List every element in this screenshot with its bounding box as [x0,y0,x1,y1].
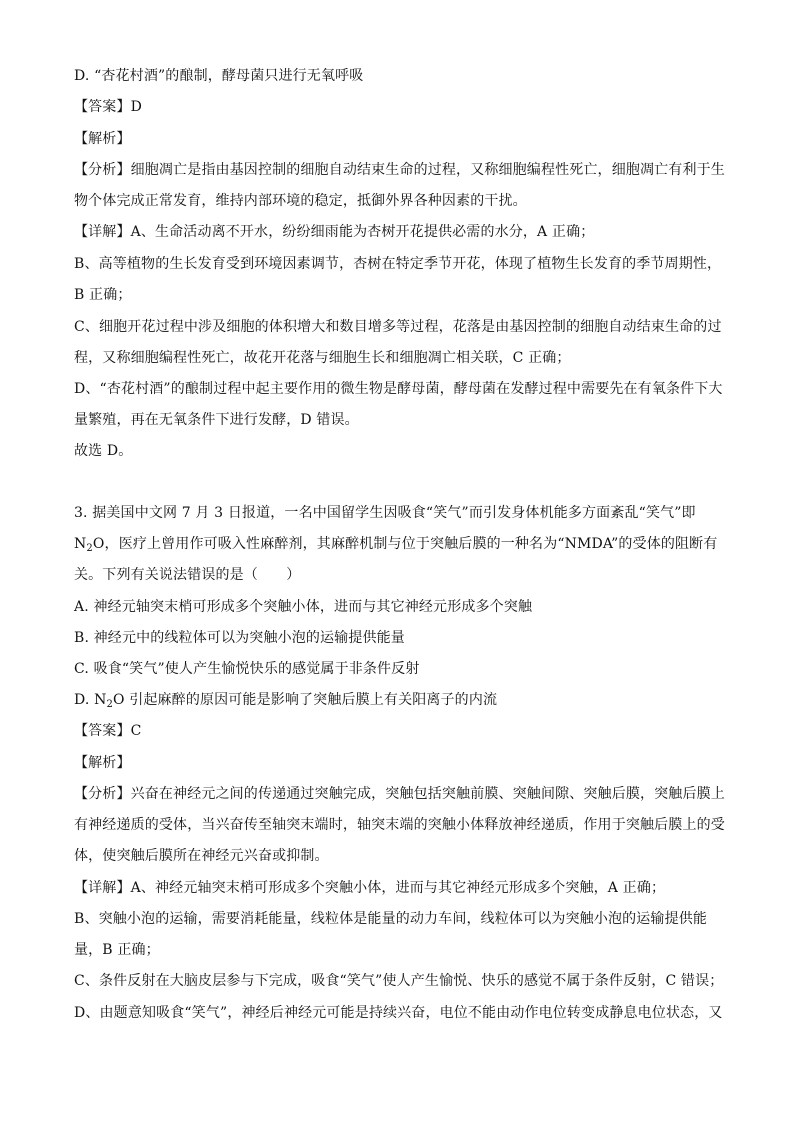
formula-n: N [74,536,87,552]
q2-detail-line-2: B、高等植物的生长发育受到环境因素调节，杏树在特定季节开花，体现了植物生长发育的季节周期性， [74,256,722,272]
q3-detail-line-1: 【详解】A、神经元轴突末梢可形成多个突触小体，进而与其它神经元形成多个突触，A 正确； [74,880,666,896]
q3-answer: 【答案】C [74,723,142,739]
q3-stem-line-3: 关。下列有关说法错误的是（ ） [74,567,301,583]
q2-analysis-line-1: 【分析】细胞凋亡是指由基因控制的细胞自动结束生命的过程，又称细胞编程性死亡，细胞凋亡有利于生 [74,162,725,178]
q3-option-b: B. 神经元中的线粒体可以为突触小泡的运输提供能量 [74,630,405,646]
q2-option-d: D. “杏花村酒”的酿制，酵母菌只进行无氧呼吸 [74,68,364,84]
q2-analysis-line-2: 物个体完成正常发育，维持内部环境的稳定，抵御外界各种因素的干扰。 [74,193,527,209]
q2-detail-line-5: 程，又称细胞编程性死亡，故花开花落与细胞生长和细胞凋亡相关联，C 正确； [74,350,571,366]
q2-detail-line-3: B 正确； [74,287,132,303]
q3-option-d-text: O 引起麻醉的原因可能是影响了突触后膜上有关阳离子的内流 [113,692,498,708]
q3-option-d-prefix: D. N [74,692,107,708]
q3-detail-line-5: D、由题意知吸食“笑气”，神经后神经元可能是持续兴奋，电位不能由动作电位转变成静息电位状态，又 [74,1005,723,1021]
q2-detail-line-7: 量繁殖，再在无氧条件下进行发酵，D 错误。 [74,412,359,428]
q3-option-c: C. 吸食“笑气”使人产生愉悦快乐的感觉属于非条件反射 [74,661,420,677]
q3-detail-line-4: C、条件反射在大脑皮层参与下完成，吸食“笑气”使人产生愉悦、快乐的感觉不属于条件反射，C 错误； [74,973,724,989]
q3-analysis-line-3: 体，使突触后膜所在神经元兴奋或抑制。 [74,848,329,864]
q3-option-d [74,690,724,715]
q3-analysis-line-2: 有神经递质的受体，当兴奋传至轴突末端时，轴突末端的突触小体释放神经递质，作用于突触后膜上的受 [74,817,725,833]
q3-stem-line-1: 3. 据美国中文网 7 月 3 日报道，一名中国留学生因吸食“笑气”而引发身体机能多方面紊乱“笑气”即 [74,505,696,521]
q3-stem-line-2 [74,534,724,559]
q2-analysis-heading: 【解析】 [74,131,131,147]
q3-analysis-heading: 【解析】 [74,755,131,771]
q2-detail-line-1: 【详解】A、生命活动离不开水，纷纷细雨能为杏树开花提供必需的水分，A 正确； [74,224,595,240]
q3-stem-line-2-text: O，医疗上曾用作可吸入性麻醉剂，其麻醉机制与位于突触后膜的一种名为“NMDA”的受体的阻断有 [92,536,718,552]
q3-detail-line-2: B、突触小泡的运输，需要消耗能量，线粒体是能量的动力车间，线粒体可以为突触小泡的运输提供能 [74,911,708,927]
q2-detail-line-4: C、细胞开花过程中涉及细胞的体积增大和数目增多等过程，花落是由基因控制的细胞自动结束生命的过 [74,319,722,335]
q3-option-a: A. 神经元轴突末梢可形成多个突触小体，进而与其它神经元形成多个突触 [74,599,533,615]
q3-detail-line-3: 量，B 正确； [74,942,160,958]
q2-conclusion: 故选 D。 [74,443,133,459]
q2-answer: 【答案】D [74,99,142,115]
q3-analysis-line-1: 【分析】兴奋在神经元之间的传递通过突触完成，突触包括突触前膜、突触间隙、突触后膜，突触后膜上 [74,786,725,802]
formula-subscript: 2 [86,543,93,554]
formula-subscript: 2 [106,699,113,710]
q2-detail-line-6: D、“杏花村酒”的酿制过程中起主要作用的微生物是酵母菌，酵母菌在发酵过程中需要先在有氧条件下大 [74,381,723,397]
